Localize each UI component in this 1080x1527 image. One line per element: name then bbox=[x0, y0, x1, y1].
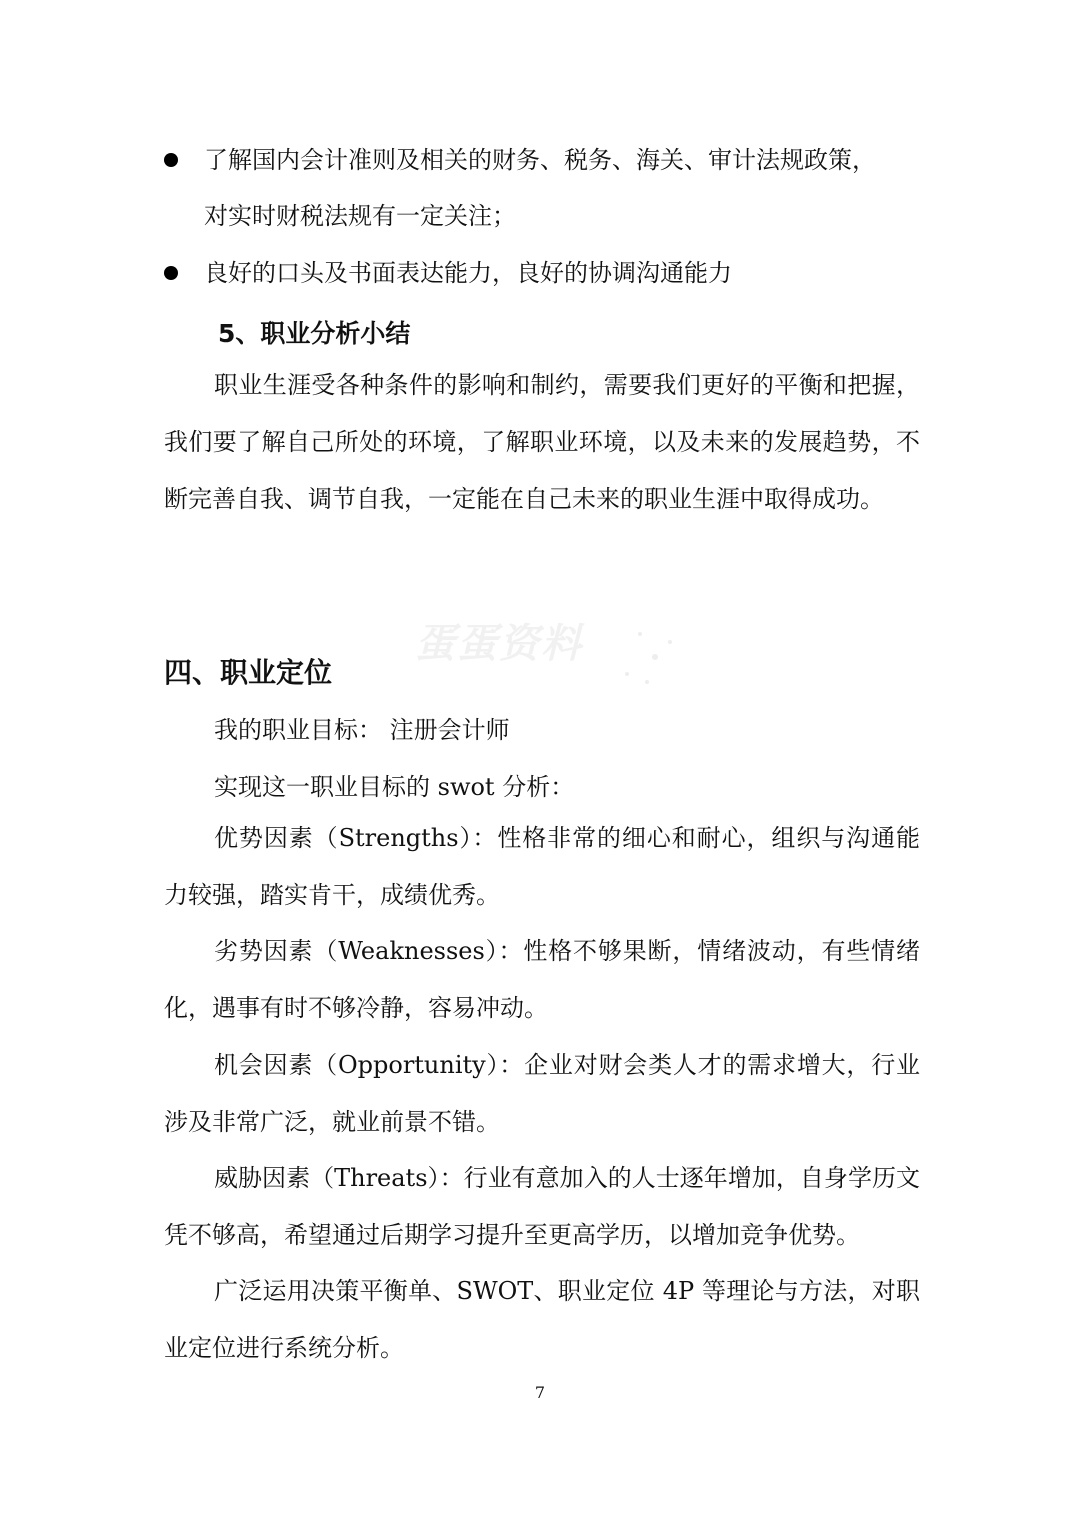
bullet-item bbox=[164, 132, 924, 244]
section-heading: 四、职业定位 bbox=[164, 656, 333, 689]
bullet-item bbox=[164, 245, 924, 301]
swot-weaknesses: 劣势因素（Weaknesses）：性格不够果断，情绪波动，有些情绪化，遇事有时不够冷静，容易冲动。 bbox=[164, 937, 920, 1022]
swot-opportunity: 机会因素（Opportunity）：企业对财会类人才的需求增大，行业涉及非常广泛，就业前景不错。 bbox=[164, 1051, 920, 1136]
bullet-line: 良好的口头及书面表达能力，良好的协调沟通能力 bbox=[204, 259, 732, 287]
page-number: 7 bbox=[534, 1383, 546, 1402]
star-decoration-icon bbox=[415, 612, 685, 692]
watermark-text: 蛋蛋资料 bbox=[415, 621, 583, 667]
bullet-line: 对实时财税法规有一定关注； bbox=[204, 202, 516, 230]
bullet-line: 了解国内会计准则及相关的财务、税务、海关、审计法规政策， bbox=[204, 146, 876, 174]
watermark bbox=[415, 612, 685, 692]
career-goal: 我的职业目标： 注册会计师 bbox=[214, 716, 510, 744]
swot-threats: 威胁因素（Threats）：行业有意加入的人士逐年增加，自身学历文凭不够高，希望通过后期学习提升至更高学历，以增加竞争优势。 bbox=[164, 1164, 920, 1249]
section-heading: 5、职业分析小结 bbox=[218, 319, 411, 348]
swot-methods: 广泛运用决策平衡单、SWOT、职业定位 4P 等理论与方法，对职业定位进行系统分析。 bbox=[164, 1277, 920, 1362]
paragraph: 职业生涯受各种条件的影响和制约，需要我们更好的平衡和把握，我们要了解自己所处的环境，了解职业环境，以及未来的发展趋势，不断完善自我、调节自我，一定能在自己未来的职业生涯中取得成功。 bbox=[164, 371, 920, 513]
swot-strengths: 优势因素（Strengths）：性格非常的细心和耐心，组织与沟通能力较强，踏实肯干，成绩优秀。 bbox=[164, 824, 920, 909]
bullet-dot-icon bbox=[164, 153, 178, 167]
swot-intro: 实现这一职业目标的 swot 分析： bbox=[214, 773, 575, 801]
bullet-dot-icon bbox=[164, 266, 178, 280]
